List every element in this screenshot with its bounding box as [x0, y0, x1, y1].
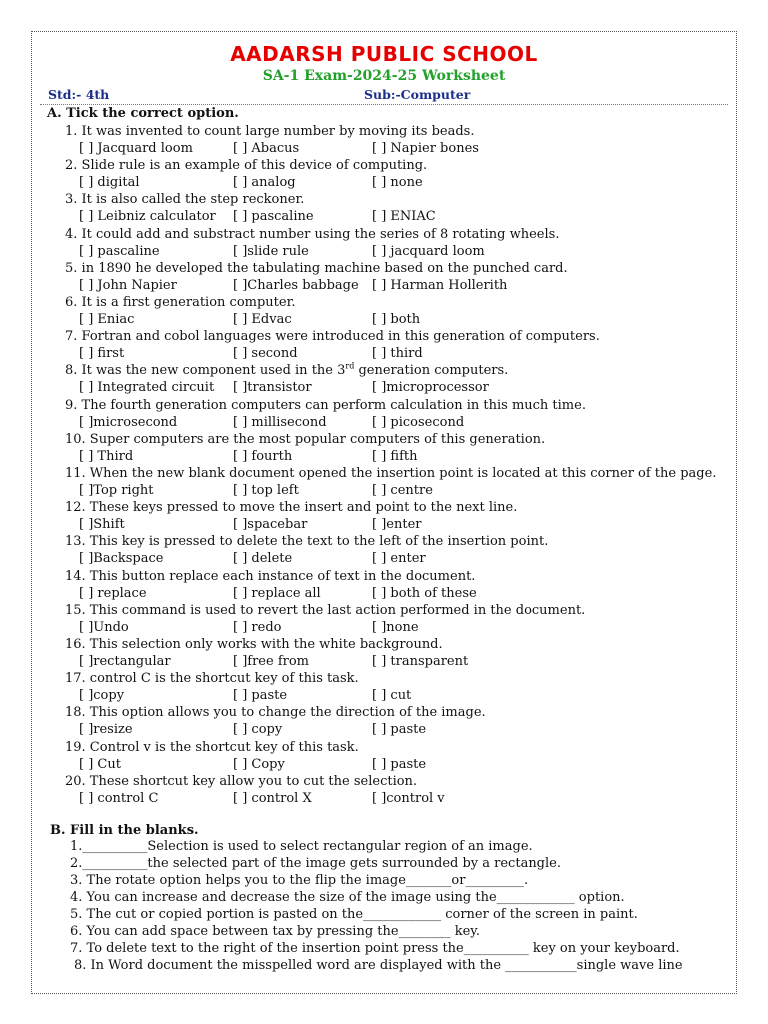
question-text: 14. This button replace each instance of text in the document.	[65, 568, 476, 584]
option-checkbox[interactable]: [ ] Jacquard loom	[79, 141, 193, 156]
option-checkbox[interactable]: [ ] Copy	[233, 756, 285, 772]
option-checkbox[interactable]: [ ] Integrated circuit	[79, 380, 215, 396]
question-text: 10. Super computers are the most popular computers of this generation.	[65, 431, 546, 447]
question-text: 3. It is also called the step reckoner.	[65, 192, 305, 208]
question-text: 11. When the new blank document opened the insertion point is located at this corner of the page.	[65, 466, 717, 481]
option-checkbox[interactable]: [ ]rectangular	[79, 654, 171, 669]
fill-blank-item: 7. To delete text to the right of the insertion point press the__________ key on your keyboard.	[70, 941, 680, 956]
question-text: 20. These shortcut key allow you to cut the selection.	[65, 773, 418, 789]
option-checkbox[interactable]: [ ] picosecond	[372, 414, 465, 430]
option-checkbox[interactable]: [ ] pascaline	[79, 243, 160, 259]
option-checkbox[interactable]: [ ] paste	[233, 688, 288, 704]
fill-blank-item: 5. The cut or copied portion is pasted on the____________ corner of the screen in paint.	[70, 907, 638, 922]
option-checkbox[interactable]: [ ]free from	[233, 654, 310, 669]
fill-blank-item: 8. In Word document the misspelled word are displayed with the ___________single wave line	[74, 958, 683, 973]
option-checkbox[interactable]: [ ] Harman Hollerith	[372, 277, 508, 293]
option-checkbox[interactable]: [ ] copy	[233, 722, 283, 738]
exam-title: SA-1 Exam-2024-25 Worksheet	[262, 68, 506, 84]
option-checkbox[interactable]: [ ] both of these	[372, 585, 477, 601]
option-checkbox[interactable]: [ ] Leibniz calculator	[79, 209, 216, 225]
option-checkbox[interactable]: [ ] cut	[372, 688, 412, 704]
question-text: 1. It was invented to count large number by moving its beads.	[65, 124, 475, 139]
standard-label: Std:- 4th	[48, 87, 110, 102]
option-checkbox[interactable]: [ ]slide rule	[233, 243, 309, 259]
question-text: 2. Slide rule is an example of this device of computing.	[65, 158, 428, 174]
fill-blank-item: 3. The rotate option helps you to the flip the image_______or_________.	[70, 873, 529, 888]
option-checkbox[interactable]: [ ]microsecond	[79, 414, 178, 430]
question-text: 15. This command is used to revert the last action performed in the document.	[65, 602, 586, 618]
section-a-heading: A. Tick the correct option.	[47, 106, 239, 121]
question-text: 8. It was the new component used in the 3rd generation computers.	[65, 362, 509, 379]
option-checkbox[interactable]: [ ] both	[372, 312, 421, 327]
option-checkbox[interactable]: [ ] paste	[372, 756, 427, 772]
option-checkbox[interactable]: [ ]Shift	[79, 517, 125, 533]
option-checkbox[interactable]: [ ]microprocessor	[372, 380, 489, 396]
option-checkbox[interactable]: [ ] Napier bones	[372, 141, 479, 156]
subject-label: Sub:-Computer	[364, 87, 471, 102]
question-text: 13. This key is pressed to delete the text to the left of the insertion point.	[65, 534, 549, 550]
question-text: 17. control C is the shortcut key of this task.	[65, 671, 359, 687]
option-checkbox[interactable]: [ ] Cut	[79, 756, 121, 772]
option-checkbox[interactable]: [ ]copy	[79, 688, 125, 704]
question-text: 5. in 1890 he developed the tabulating machine based on the punched card.	[65, 260, 568, 276]
option-checkbox[interactable]: [ ] redo	[233, 619, 282, 635]
fill-blank-item: 4. You can increase and decrease the size of the image using the____________ option.	[70, 890, 625, 905]
option-checkbox[interactable]: [ ] none	[372, 175, 423, 191]
option-checkbox[interactable]: [ ] delete	[233, 551, 293, 567]
question-text: 19. Control v is the shortcut key of this task.	[65, 739, 359, 755]
question-text: 18. This option allows you to change the direction of the image.	[65, 705, 486, 721]
option-checkbox[interactable]: [ ]transistor	[233, 380, 312, 396]
option-checkbox[interactable]: [ ] fifth	[372, 448, 418, 464]
option-checkbox[interactable]: [ ] replace	[79, 585, 147, 601]
fill-blank-item: 2.__________the selected part of the image gets surrounded by a rectangle.	[70, 856, 561, 871]
option-checkbox[interactable]: [ ] Abacus	[233, 141, 300, 156]
fill-blank-item: 1.__________Selection is used to select rectangular region of an image.	[70, 839, 533, 854]
option-checkbox[interactable]: [ ] analog	[233, 175, 296, 191]
option-checkbox[interactable]: [ ] John Napier	[79, 277, 177, 293]
option-checkbox[interactable]: [ ] digital	[79, 175, 140, 191]
question-text: 7. Fortran and cobol languages were introduced in this generation of computers.	[65, 329, 600, 345]
section-b-heading: B. Fill in the blanks.	[50, 823, 199, 838]
option-checkbox[interactable]: [ ]Top right	[79, 483, 154, 498]
option-checkbox[interactable]: [ ]none	[372, 619, 419, 635]
worksheet-page	[31, 31, 737, 994]
option-checkbox[interactable]: [ ] pascaline	[233, 209, 314, 225]
option-checkbox[interactable]: [ ] third	[372, 346, 423, 362]
option-checkbox[interactable]: [ ] paste	[372, 722, 427, 738]
option-checkbox[interactable]: [ ] first	[79, 346, 125, 362]
question-text: 16. This selection only works with the white background.	[65, 637, 443, 652]
option-checkbox[interactable]: [ ] control X	[233, 790, 312, 806]
option-checkbox[interactable]: [ ]Undo	[79, 619, 129, 635]
option-checkbox[interactable]: [ ] enter	[372, 551, 426, 567]
option-checkbox[interactable]: [ ]enter	[372, 517, 422, 533]
option-checkbox[interactable]: [ ]resize	[79, 722, 133, 738]
option-checkbox[interactable]: [ ] fourth	[233, 448, 293, 464]
option-checkbox[interactable]: [ ]spacebar	[233, 517, 308, 533]
option-checkbox[interactable]: [ ] millisecond	[233, 414, 327, 430]
question-text: 6. It is a first generation computer.	[65, 295, 296, 310]
question-text: 4. It could add and substract number using the series of 8 rotating wheels.	[65, 226, 560, 242]
option-checkbox[interactable]: [ ] top left	[233, 483, 299, 498]
option-checkbox[interactable]: [ ]control v	[372, 790, 445, 806]
header-divider	[40, 104, 728, 105]
question-text: 12. These keys pressed to move the insert and point to the next line.	[65, 500, 518, 516]
question-text: 9. The fourth generation computers can perform calculation in this much time.	[65, 397, 586, 413]
option-checkbox[interactable]: [ ] centre	[372, 483, 433, 498]
option-checkbox[interactable]: [ ] Eniac	[79, 312, 135, 327]
fill-blank-item: 6. You can add space between tax by pressing the________ key.	[70, 924, 481, 939]
option-checkbox[interactable]: [ ] second	[233, 346, 298, 362]
option-checkbox[interactable]: [ ]Charles babbage	[233, 277, 359, 293]
option-checkbox[interactable]: [ ] jacquard loom	[372, 243, 485, 259]
option-checkbox[interactable]: [ ]Backspace	[79, 551, 164, 567]
option-checkbox[interactable]: [ ] Third	[79, 448, 134, 464]
option-checkbox[interactable]: [ ] control C	[79, 790, 159, 806]
school-name: AADARSH PUBLIC SCHOOL	[230, 42, 538, 66]
option-checkbox[interactable]: [ ] transparent	[372, 654, 469, 669]
option-checkbox[interactable]: [ ] Edvac	[233, 312, 292, 327]
option-checkbox[interactable]: [ ] replace all	[233, 585, 321, 601]
option-checkbox[interactable]: [ ] ENIAC	[372, 209, 436, 225]
